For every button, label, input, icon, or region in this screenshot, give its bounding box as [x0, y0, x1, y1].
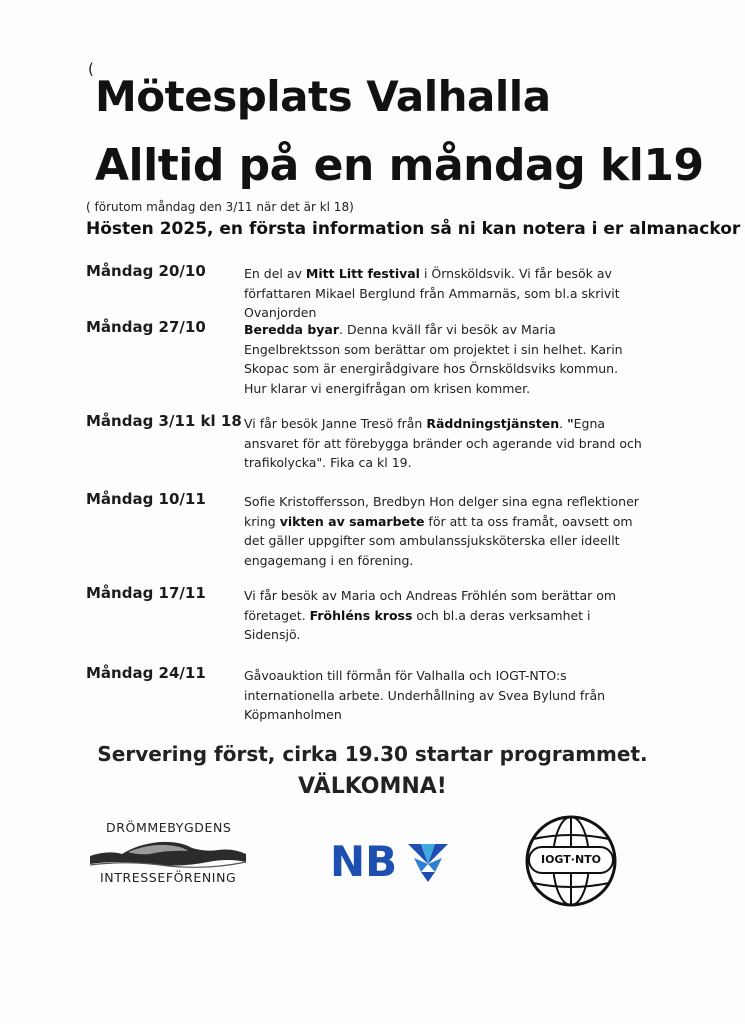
event-text: . Denna kväll får vi besök av Maria Engelbrektsson som berättar om projektet i sin helhet. Karin Skopac som är energirådgivare hos Örnsköldsviks kommun. Hur klarar vi energifrågan om krisen kommer. [244, 322, 623, 396]
event-highlight: Beredda byar [244, 322, 340, 337]
iogt-nto-logo-text: IOGT·NTO [540, 853, 602, 866]
event-date: Måndag 3/11 kl 18 [86, 412, 242, 430]
event-date: Måndag 10/11 [86, 490, 206, 508]
nbv-v-icon [408, 844, 448, 882]
event-highlight: Räddningstjänsten [426, 416, 560, 431]
event-highlight: Mitt Litt festival [305, 266, 420, 281]
event-highlight: vikten av samarbete [279, 513, 425, 529]
subheading: Hösten 2025, en första information så ni kan notera i er almanackor [86, 219, 741, 239]
stray-parenthesis: ( [88, 60, 94, 78]
event-text: för att ta oss framåt, oavsett om det gäller uppgifter som ambulanssjuksköterska eller ideellt engagemang i en förening. [244, 513, 633, 568]
iogt-nto-logo [525, 815, 617, 907]
event-date: Måndag 20/10 [86, 262, 206, 280]
event-text: Vi får besök av Maria och Andreas Fröhlén som berättar om företaget. [244, 588, 617, 623]
event-description [244, 264, 644, 323]
event-date: Måndag 27/10 [86, 318, 206, 336]
event-description [244, 666, 644, 725]
event-text: Egna ansvaret för att förebygga bränder och agerande vid brand och trafikolycka". Fika ca kl 19. [244, 416, 642, 470]
event-text: Gåvoauktion till förmån för Valhalla och IOGT-NTO:s internationella arbete. Underhållning av Svea Bylund från Köpmanholmen [244, 668, 606, 722]
serving-info: Servering först, cirka 19.30 startar programmet. [97, 742, 648, 766]
event-description [244, 492, 644, 570]
page-title-line2: Alltid på en måndag kl19 [95, 140, 704, 191]
event-text: Sofie Kristoffersson, Bredbyn Hon delger sina egna reflektioner kring [244, 494, 639, 529]
welcome-text: VÄLKOMNA! [298, 774, 447, 799]
event-highlight: Fröhléns kross [309, 607, 413, 623]
event-description [244, 414, 644, 473]
drommebygdens-logo-top-text: DRÖMMEBYGDENS [106, 820, 232, 835]
time-exception-note: ( förutom måndag den 3/11 när det är kl 18) [86, 200, 354, 214]
drommebygdens-logo-bottom-text: INTRESSEFÖRENING [100, 870, 237, 885]
event-description [244, 320, 644, 398]
event-text: Vi får besök Janne Tresö från [244, 416, 427, 431]
event-description [244, 586, 644, 645]
event-highlight: " [567, 416, 574, 431]
page-title-line1: Mötesplats Valhalla [95, 72, 551, 121]
event-text: . [559, 416, 568, 431]
nbv-logo-text: NB [330, 837, 398, 886]
event-text: och bl.a deras verksamhet i Sidensjö. [244, 607, 591, 642]
mountain-landscape-icon [88, 838, 248, 870]
event-date: Måndag 24/11 [86, 664, 206, 682]
event-text: i Örnsköldsvik. Vi får besök av författaren Mikael Berglund från Ammarnäs, som bl.a skrivit Ovanjorden [244, 266, 620, 320]
event-date: Måndag 17/11 [86, 584, 206, 602]
event-text: En del av [244, 266, 306, 281]
